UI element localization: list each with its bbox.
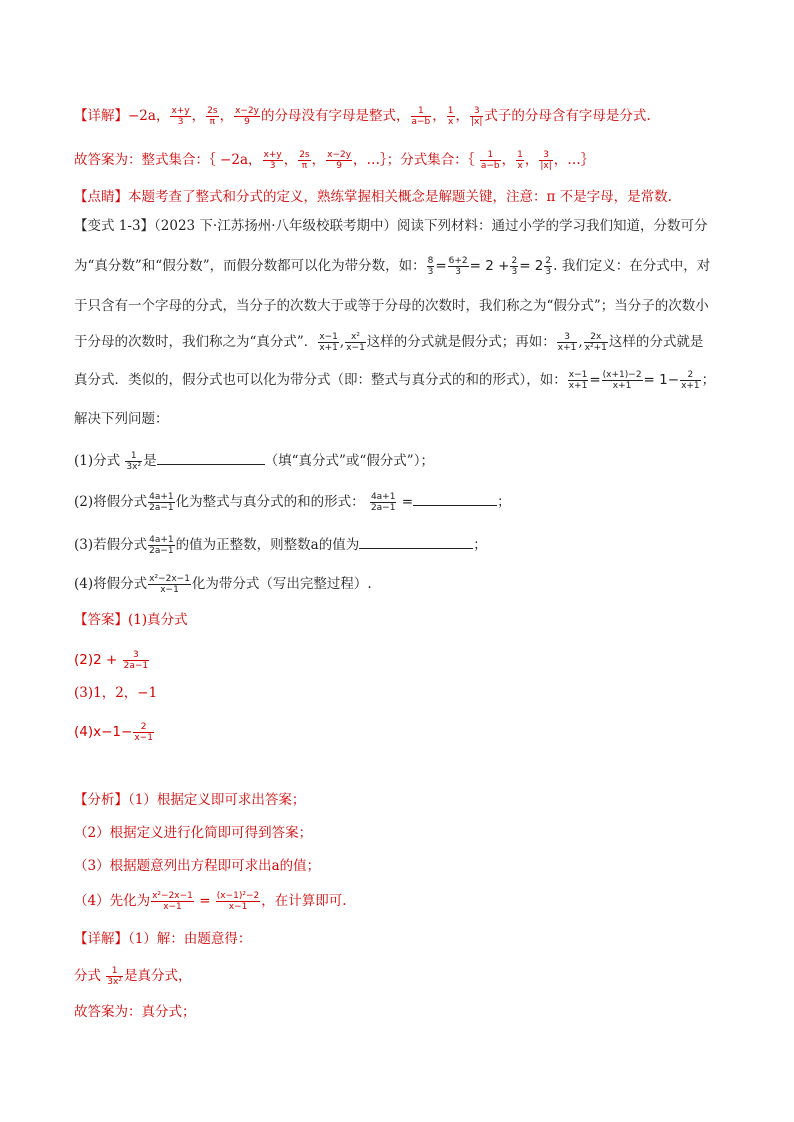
text: （1）根据定义即可求出答案； bbox=[128, 792, 306, 808]
fraction: $\frac{x+y}{3}$ bbox=[171, 106, 190, 127]
fraction: $\frac{\text{x²−2x−1}}{x-1}$ bbox=[152, 891, 193, 912]
question-3 bbox=[74, 534, 734, 556]
text: （填“真分式”或“假分式”）； bbox=[264, 453, 434, 469]
variant-line-3 bbox=[74, 296, 734, 316]
fraction: $\frac{1}{\text{3x²}}$ bbox=[126, 451, 142, 472]
fraction: $\frac{x-2y}{9}$ bbox=[235, 106, 259, 127]
text: 故答案为：整式集合：｛ −2a， bbox=[74, 152, 262, 168]
text: （3）根据题意列出方程即可求出a的值； bbox=[74, 858, 321, 874]
text: 的分母没有字母是整式， bbox=[261, 108, 410, 124]
text: (1)分式 bbox=[74, 453, 121, 469]
text: 于只含有一个字母的分式，当分子的次数大于或等于分母的次数时，我们称之为“假分式”；当分子的次数小 bbox=[74, 298, 709, 314]
detail2-line-1 bbox=[74, 929, 734, 949]
answer-line-1: 故答案为：整式集合：｛ −2a， $\frac{x+y}{3}$ ， $\frac{2s}{\pi}$ ， $\frac{x-2y}{9}$ ，…｝；分式集合：｛ $\frac{1}{a-b}$ ， $\frac{1}{x}$ ， $\frac{3}{|x|}$ ，…｝ bbox=[74, 150, 595, 171]
fraction: $\frac{4a+1}{2a-1}$ bbox=[149, 535, 174, 556]
detail-line-1: 【详解】−2a， $\frac{x+y}{3}$ ， $\frac{2s}{\pi}$ ， $\frac{x-2y}{9}$ 的分母没有字母是整式， $\frac{1}{a-b}$ ， $\frac{1}{x}$ ， $\frac{3}{|x|}$ 式子的分母含有字母是分式. bbox=[74, 106, 651, 127]
fraction: $\frac{1}{\text{3x²}}$ bbox=[107, 966, 122, 987]
fraction: $\frac{2}{x-1}$ bbox=[134, 722, 153, 743]
text: 式子的分母含有字母是分式. bbox=[484, 108, 651, 124]
text: 于分母的次数时，我们称之为“真分式”． bbox=[74, 334, 318, 350]
variant-line-5 bbox=[74, 370, 734, 391]
text: = bbox=[401, 494, 414, 510]
text: ； bbox=[497, 494, 511, 510]
text: = bbox=[435, 258, 447, 274]
question-2 bbox=[74, 491, 734, 513]
detail-tag: 【详解】 bbox=[74, 108, 128, 124]
text: . 我们定义：在分式中，对 bbox=[553, 258, 711, 274]
text: (2)2 + bbox=[74, 652, 118, 668]
analysis-line-4 bbox=[74, 891, 734, 912]
fraction: $\frac{1}{x}$ bbox=[447, 106, 454, 127]
text: = bbox=[589, 372, 601, 388]
text: 真分式．类似的，假分式也可以化为带分式（即：整式与真分式的和的形式），如： bbox=[74, 372, 567, 388]
text: ，…｝；分式集合：｛ bbox=[353, 152, 479, 168]
question-4 bbox=[74, 574, 734, 595]
fraction: $\frac{\text{x²}}{x-1}$ bbox=[346, 332, 365, 353]
text: 是真分式， bbox=[123, 968, 192, 984]
text: 为“真分数”和“假分数”，而假分数都可以化为带分数，如： bbox=[74, 258, 426, 274]
text: (1)真分式 bbox=[128, 612, 188, 628]
text: 是 bbox=[143, 453, 157, 469]
variant-line-1 bbox=[74, 216, 734, 236]
comment-line bbox=[74, 187, 734, 207]
fraction: $\frac{x-2y}{9}$ bbox=[327, 150, 352, 171]
fraction: $\frac{2}{3}$ bbox=[545, 256, 552, 277]
fraction: $\frac{1}{x}$ bbox=[517, 150, 523, 171]
fraction: $\frac{3}{x+1}$ bbox=[557, 332, 577, 353]
answer-blank[interactable] bbox=[413, 491, 497, 506]
answer-line-a1 bbox=[74, 610, 734, 630]
text: (4)将假分式 bbox=[74, 576, 148, 592]
text: 故答案为：真分式； bbox=[74, 1004, 196, 1020]
text: ，在计算即可. bbox=[261, 893, 347, 909]
text: = 2 + bbox=[469, 258, 510, 274]
text: 这样的分式就是假分式；再如： bbox=[366, 334, 556, 350]
text: （2）根据定义进行化简即可得到答案； bbox=[74, 825, 313, 841]
text: （2023 下·江苏扬州·八年级校联考期中）阅读下列材料：通过小学的学习我们知道，分数可分 bbox=[154, 218, 708, 234]
fraction: $\frac{\text{x²−2x−1}}{x-1}$ bbox=[149, 574, 190, 595]
text: (4)x−1− bbox=[74, 724, 133, 740]
analysis-line-3 bbox=[74, 856, 734, 876]
answer-tag: 【答案】 bbox=[74, 612, 128, 628]
question-1 bbox=[74, 450, 734, 472]
text: ； bbox=[473, 537, 487, 553]
fraction: $\frac{x-1}{x+1}$ bbox=[319, 332, 338, 353]
variant-tag: 【变式 1-3】 bbox=[74, 218, 155, 234]
answer-line-a3 bbox=[74, 683, 734, 703]
answer-line-a4 bbox=[74, 722, 734, 743]
text: 分式 bbox=[74, 968, 101, 984]
fraction: $\frac{2s}{\pi}$ bbox=[299, 150, 310, 171]
variant-line-4: 于分母的次数时，我们称之为“真分式”． $\frac{x-1}{x+1}$ , $\frac{\text{x²}}{x-1}$ 这样的分式就是假分式；再如： $\frac{3}{x+1}$ , $\frac{2x}{\text{x²+1}}$ 这样的分式就是 bbox=[74, 332, 704, 353]
fraction: $\frac{8}{3}$ bbox=[427, 256, 434, 277]
fraction: $\frac{1}{a-b}$ bbox=[480, 150, 500, 171]
analysis-line-1 bbox=[74, 790, 734, 810]
text: −2a， bbox=[128, 108, 170, 124]
detail-tag: 【详解】 bbox=[74, 931, 128, 947]
text: ； bbox=[701, 372, 716, 388]
fraction: $\frac{x-1}{x+1}$ bbox=[568, 370, 588, 391]
text: （4）先化为 bbox=[74, 893, 151, 909]
text: ，…｝ bbox=[553, 152, 595, 168]
fraction: $\frac{2}{x+1}$ bbox=[681, 370, 700, 391]
fraction: $\frac{4a+1}{2a-1}$ bbox=[149, 492, 174, 513]
text: (3)若假分式 bbox=[74, 537, 148, 553]
analysis-tag: 【分析】 bbox=[74, 792, 128, 808]
text: (3)1，2，−1 bbox=[74, 685, 158, 701]
text: 的值为正整数，则整数a的值为 bbox=[175, 537, 360, 553]
comment-text: 本题考查了整式和分式的定义，熟练掌握相关概念是解题关键，注意：π 不是字母，是常数. bbox=[128, 189, 672, 205]
variant-line-2 bbox=[74, 256, 734, 277]
fraction: $\frac{x+y}{3}$ bbox=[263, 150, 282, 171]
text: 化为带分式（写出完整过程）. bbox=[191, 576, 372, 592]
detail2-line-2 bbox=[74, 966, 734, 987]
detail2-line-3 bbox=[74, 1002, 734, 1022]
fraction: $\frac{\text{(x−1)²−2}}{x-1}$ bbox=[216, 891, 260, 912]
fraction: $\frac{2s}{\pi}$ bbox=[207, 106, 218, 127]
fraction: $\frac{1}{a-b}$ bbox=[411, 106, 431, 127]
variant-line-6 bbox=[74, 409, 734, 429]
fraction: $\frac{2x}{\text{x²+1}}$ bbox=[584, 332, 607, 353]
text: 解决下列问题： bbox=[74, 411, 169, 427]
text: (2)将假分式 bbox=[74, 494, 148, 510]
text: 化为整式与真分式的和的形式： bbox=[175, 494, 365, 510]
text: （1）解：由题意得： bbox=[128, 931, 252, 947]
fraction: $\frac{3}{|x|}$ bbox=[471, 106, 483, 127]
answer-blank[interactable] bbox=[157, 450, 265, 465]
fraction: $\frac{2}{3}$ bbox=[511, 256, 518, 277]
fraction: $\frac{3}{2a-1}$ bbox=[123, 650, 149, 671]
text: 这样的分式就是 bbox=[608, 334, 704, 350]
fraction: $\frac{6+2}{3}$ bbox=[448, 256, 468, 277]
answer-line-a2 bbox=[74, 650, 734, 671]
text: = bbox=[199, 893, 211, 909]
fraction: $\frac{3}{|x|}$ bbox=[540, 150, 552, 171]
text: = 1− bbox=[643, 372, 680, 388]
answer-blank[interactable] bbox=[359, 534, 473, 549]
comment-tag: 【点睛】 bbox=[74, 189, 128, 205]
text: = 2 bbox=[519, 258, 544, 274]
fraction: $\frac{4a+1}{2a-1}$ bbox=[370, 492, 396, 513]
fraction: $\frac{(x+1)-2}{x+1}$ bbox=[602, 370, 642, 391]
analysis-line-2 bbox=[74, 823, 734, 843]
